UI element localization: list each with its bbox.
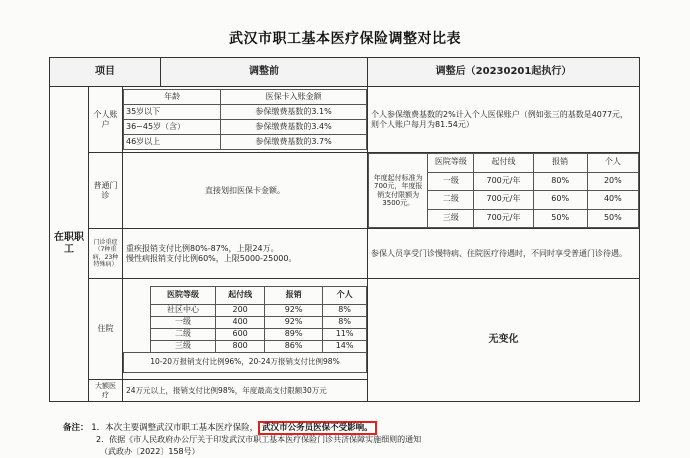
- inpatient-cell: 二级: [150, 328, 216, 340]
- inpatient-cell: 86%: [264, 340, 322, 352]
- chronic-after: 参保人员享受门诊慢特病、住院医疗待遇时，不同时享受普通门诊待遇。: [368, 229, 640, 279]
- inpatient-cell: 400: [216, 316, 265, 328]
- inpatient-cell: 800: [216, 340, 265, 352]
- outpatient-cell: 二级: [428, 191, 474, 210]
- age-col-header: 年龄: [124, 90, 221, 105]
- outpatient-cell: 700元/年: [474, 172, 533, 191]
- inpatient-footnote: 10-20万报销支付比例96%，20-24万报销支付比例98%: [124, 352, 367, 372]
- major-before: 24万元以上，报销支付比例98%，年度最高支付限额30万元: [123, 380, 368, 402]
- comparison-table: [49, 57, 640, 402]
- inpatient-col: 医院等级: [150, 286, 216, 304]
- age-cell: 46岁以上: [124, 135, 221, 150]
- age-cell: 35岁以下: [124, 105, 221, 120]
- inpatient-cell: 11%: [323, 328, 367, 340]
- inpatient-cell: 89%: [264, 328, 322, 340]
- ratio-cell: 参保缴费基数的3.1%: [221, 105, 367, 120]
- outpatient-cell: 三级: [428, 209, 474, 228]
- inpatient-cell: 92%: [264, 304, 322, 316]
- note-1-highlight: 武汉市公务员医保不受影响。: [258, 421, 377, 435]
- inpatient-cell: 社区中心: [150, 304, 216, 316]
- outpatient-col: 起付线: [474, 154, 533, 173]
- personal-account-after: 个人参保缴费基数的2%计入个人医保账户（例如张三的基数是4077元，则个人账户每月为81.54元）: [368, 87, 640, 153]
- inpatient-col: 个人: [323, 286, 367, 304]
- outpatient-table: [368, 153, 639, 228]
- outpatient-col: 医院等级: [428, 154, 474, 173]
- outpatient-cell: 40%: [587, 191, 638, 210]
- inpatient-spacer: [124, 286, 151, 352]
- chronic-before: [123, 229, 368, 279]
- general-outpatient-before: 直接划扣医保卡金额。: [123, 153, 368, 229]
- personal-account-before: [123, 87, 368, 153]
- inpatient-label: 住院: [89, 279, 123, 380]
- inpatient-cell: 三级: [150, 340, 216, 352]
- inpatient-after: 无变化: [368, 279, 640, 402]
- ratio-cell: 参保缴费基数的3.4%: [221, 120, 367, 135]
- note-line-3: （武政办〔2022〕158号）: [100, 447, 200, 456]
- chronic-label: 门诊重症（7种重病，23种特殊病）: [89, 229, 123, 279]
- outpatient-cell: 50%: [533, 209, 587, 228]
- inpatient-cell: 8%: [323, 304, 367, 316]
- personal-account-label: 个人账户: [89, 87, 123, 153]
- age-cell: 36~45岁（含）: [124, 120, 221, 135]
- outpatient-cell: 20%: [587, 172, 638, 191]
- group-label: 在职职工: [50, 87, 89, 402]
- inpatient-cell: 600: [216, 328, 265, 340]
- outpatient-cell: 80%: [533, 172, 587, 191]
- ratio-col-header: 医保卡入账金额: [221, 90, 367, 105]
- header-before: 调整前: [161, 58, 368, 87]
- chronic-before-line: 慢性病报销支付比例60%，上限5000-25000。: [126, 253, 297, 263]
- inpatient-cell: 一级: [150, 316, 216, 328]
- outpatient-cell: 50%: [587, 209, 638, 228]
- inpatient-cell: 8%: [323, 316, 367, 328]
- inpatient-col: 起付线: [216, 286, 265, 304]
- note-1-text: 1．本次主要调整武汉市职工基本医疗保险，: [91, 423, 259, 433]
- outpatient-col: 报销: [533, 154, 587, 173]
- outpatient-cell: 一级: [428, 172, 474, 191]
- chronic-before-line: 重疾报销支付比例80%-87%，上限24万。: [126, 243, 279, 253]
- general-outpatient-label: 普通门诊: [89, 153, 123, 229]
- ratio-cell: 参保缴费基数的3.7%: [221, 135, 367, 150]
- outpatient-cell: 60%: [533, 191, 587, 210]
- inpatient-table: [123, 286, 367, 373]
- header-project: 项目: [50, 58, 161, 87]
- note-label: 备注：: [63, 423, 89, 433]
- age-table: [123, 89, 367, 150]
- inpatient-before: [123, 279, 368, 380]
- major-label: 大额医疗: [89, 380, 123, 402]
- note-line-1: [63, 421, 377, 433]
- outpatient-cell: 700元/年: [474, 209, 533, 228]
- inpatient-col: 报销: [264, 286, 322, 304]
- general-outpatient-after: [368, 153, 640, 229]
- outpatient-cell: 700元/年: [474, 191, 533, 210]
- inpatient-cell: 200: [216, 304, 265, 316]
- note-line-2: 2．依据《市人民政府办公厅关于印发武汉市职工基本医疗保险门诊共济保障实施细则的通知: [96, 435, 422, 444]
- inpatient-cell: 14%: [323, 340, 367, 352]
- outpatient-note: 年度起付标准为700元，年度报销支付限额为3500元。: [369, 154, 428, 228]
- inpatient-cell: 92%: [264, 316, 322, 328]
- header-after: 调整后（20230201起执行）: [368, 58, 640, 87]
- outpatient-col: 个人: [587, 154, 638, 173]
- document-title: 武汉市职工基本医疗保险调整对比表: [229, 31, 461, 47]
